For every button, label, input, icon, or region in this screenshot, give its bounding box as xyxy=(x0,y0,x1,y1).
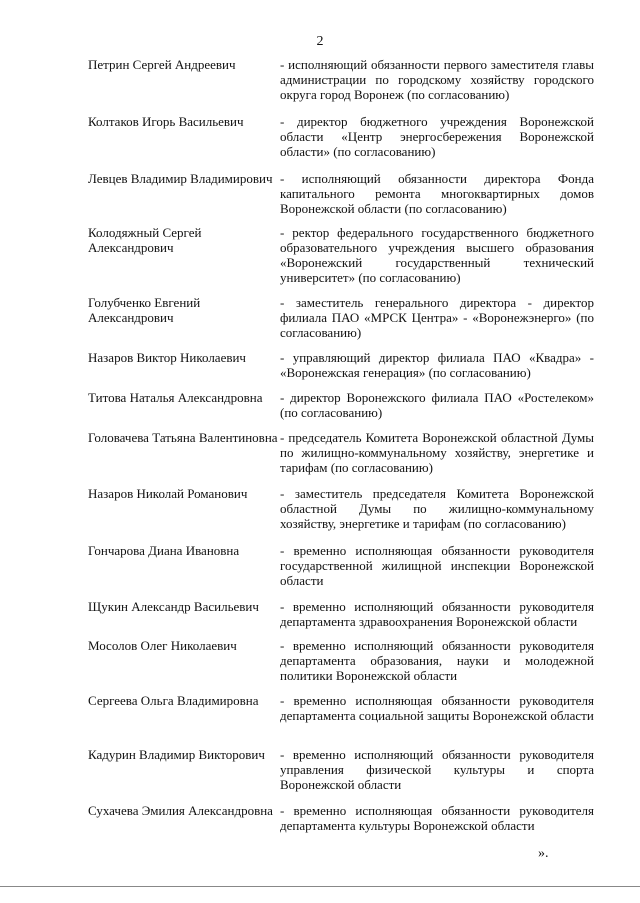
member-name: Левцев Владимир Владимирович xyxy=(88,171,273,186)
member-role: - временно исполняющий обязанности руководителя департамента образования, науки и молодежной политики Воронежской области xyxy=(280,638,594,683)
member-role: - исполняющий обязанности первого заместителя главы администрации по городскому хозяйству городского округа город Воронеж (по согласованию) xyxy=(280,57,594,102)
member-name: Сергеева Ольга Владимировна xyxy=(88,693,259,708)
member-name: Щукин Александр Васильевич xyxy=(88,599,259,614)
member-role: - заместитель председателя Комитета Воронежской областной Думы по жилищно-коммунальному хозяйству, энергетике и тарифам (по согласованию) xyxy=(280,486,594,531)
member-name: Назаров Виктор Николаевич xyxy=(88,350,246,365)
scan-edge-line xyxy=(0,886,640,887)
member-name: Колодяжный Сергей Александрович xyxy=(88,225,202,255)
member-name: Петрин Сергей Андреевич xyxy=(88,57,236,72)
member-role: - управляющий директор филиала ПАО «Квадра» - «Воронежская генерация» (по согласованию) xyxy=(280,350,594,380)
page-number: 2 xyxy=(316,34,324,49)
member-role: - исполняющий обязанности директора Фонда капитального ремонта многоквартирных домов Воронежской области (по согласованию) xyxy=(280,171,594,216)
member-role: - председатель Комитета Воронежской областной Думы по жилищно-коммунальному хозяйству, энергетике и тарифам (по согласованию) xyxy=(280,430,594,475)
member-name: Гончарова Диана Ивановна xyxy=(88,543,240,558)
member-role: - временно исполняющая обязанности руководителя департамента культуры Воронежской области xyxy=(280,803,594,833)
closing-quote: ». xyxy=(538,846,549,861)
member-name: Титова Наталья Александровна xyxy=(88,390,263,405)
member-name: Назаров Николай Романович xyxy=(88,486,248,501)
member-name: Кадурин Владимир Викторович xyxy=(88,747,265,762)
member-role: - временно исполняющий обязанности руководителя управления физической культуры и спорта Воронежской области xyxy=(280,747,594,792)
member-name: Мосолов Олег Николаевич xyxy=(88,638,237,653)
member-role: - директор Воронежского филиала ПАО «Ростелеком» (по согласованию) xyxy=(280,390,594,420)
member-role: - временно исполняющий обязанности руководителя департамента здравоохранения Воронежской области xyxy=(280,599,594,629)
member-role: - заместитель генерального директора - директор филиала ПАО «МРСК Центра» - «Воронежэнерго» (по согласованию) xyxy=(280,295,594,340)
member-role: - директор бюджетного учреждения Воронежской области «Центр энергосбережения Воронежской области» (по согласованию) xyxy=(280,114,594,159)
member-role: - временно исполняющая обязанности руководителя департамента социальной защиты Воронежской области xyxy=(280,693,594,723)
member-name: Головачева Татьяна Валентиновна xyxy=(88,430,278,445)
member-role: - временно исполняющая обязанности руководителя государственной жилищной инспекции Воронежской области xyxy=(280,543,594,588)
member-name: Колтаков Игорь Васильевич xyxy=(88,114,244,129)
member-name: Сухачева Эмилия Александровна xyxy=(88,803,273,818)
member-name: Голубченко Евгений Александрович xyxy=(88,295,201,325)
member-role: - ректор федерального государственного бюджетного образовательного учреждения высшего образования «Воронежский государственный технический университет» (по согласованию) xyxy=(280,225,594,285)
